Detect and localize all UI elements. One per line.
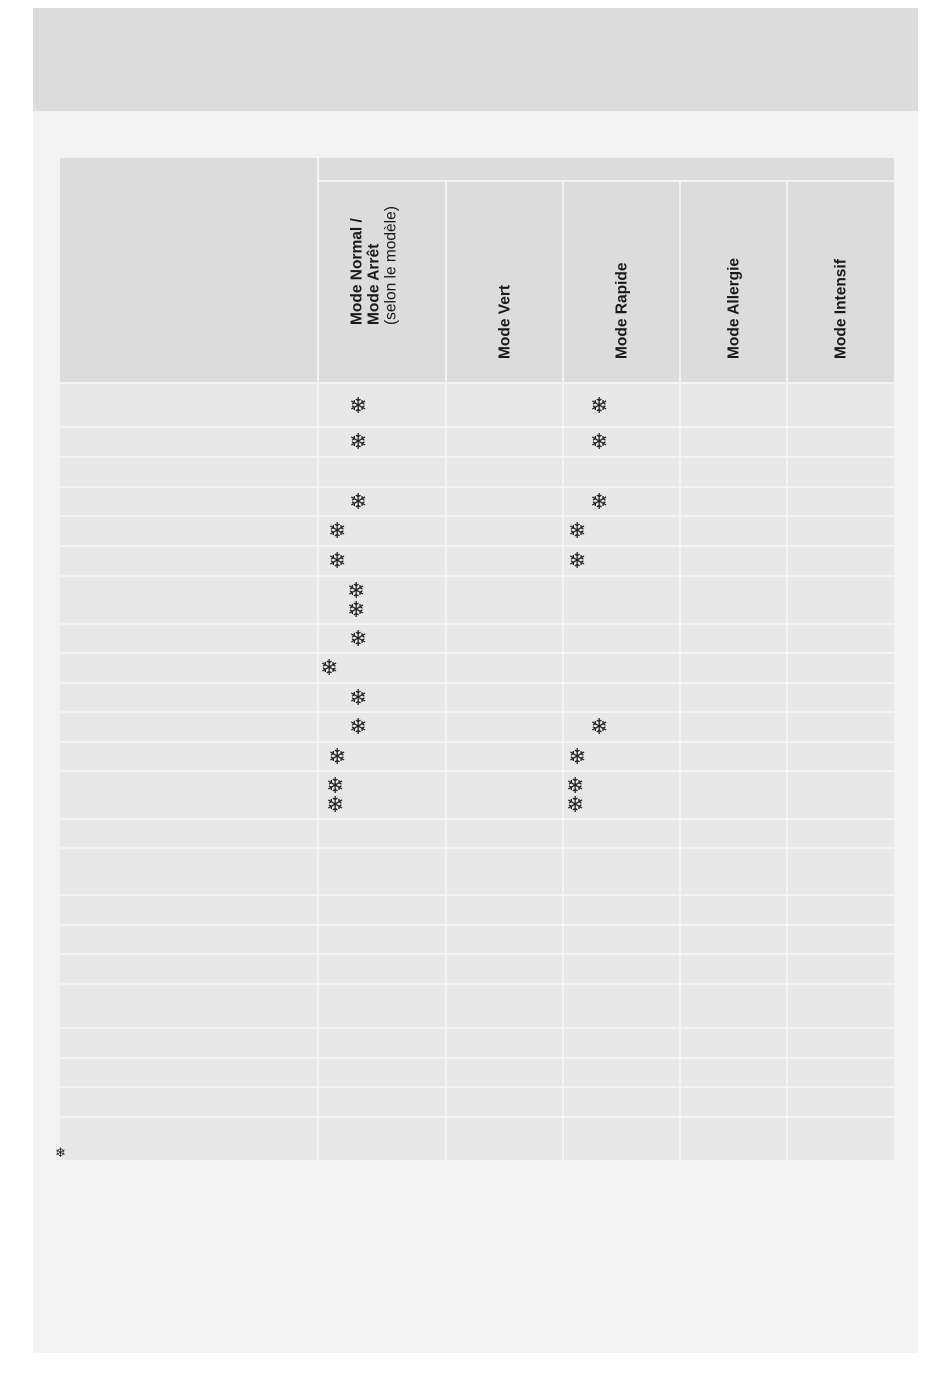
cell-normal: [318, 984, 446, 1028]
col-vert-label: Mode Vert: [496, 284, 513, 359]
cell-allergie: [680, 712, 787, 742]
cell-intensif: [787, 895, 895, 925]
row-label: [59, 546, 318, 576]
cell-allergie: [680, 576, 787, 624]
col-header-intensif: [787, 181, 895, 383]
cell-vert: [446, 427, 563, 457]
cell-vert: [446, 1058, 563, 1087]
cell-allergie: [680, 1117, 787, 1161]
snowflake-icon: ❄: [568, 519, 587, 544]
cell-normal: [318, 925, 446, 954]
mode-group-header: [318, 157, 895, 181]
cell-vert: [446, 819, 563, 848]
table-row: [59, 771, 895, 819]
cell-rapide: [563, 683, 680, 712]
row-label: [59, 984, 318, 1028]
cell-vert: [446, 546, 563, 576]
row-label: [59, 1117, 318, 1161]
snowflake-icon: ❄: [320, 656, 339, 681]
table-row: [59, 712, 895, 742]
cell-vert: [446, 1028, 563, 1058]
table-row: [59, 848, 895, 895]
table-row: [59, 683, 895, 712]
cell-rapide: [563, 653, 680, 683]
row-label: [59, 1058, 318, 1087]
snowflake-icon: ❄: [328, 745, 347, 770]
snowflake-stack-icon: ❄❄: [347, 579, 366, 623]
snowflake-icon: ❄: [349, 627, 368, 652]
snowflake-icon: ❄: [568, 745, 587, 770]
cell-intensif: [787, 848, 895, 895]
cell-allergie: [680, 819, 787, 848]
page: [33, 8, 918, 1353]
col-rapide-label: Mode Rapide: [613, 262, 630, 359]
col-intensif-label: Mode Intensif: [832, 259, 850, 359]
cell-intensif: [787, 427, 895, 457]
cell-allergie: [680, 427, 787, 457]
row-label: [59, 516, 318, 546]
cell-normal: [318, 653, 446, 683]
cell-allergie: [680, 487, 787, 516]
cell-allergie: [680, 516, 787, 546]
table-row: [59, 742, 895, 771]
cell-vert: [446, 516, 563, 546]
row-label-header: [59, 157, 318, 383]
cell-normal: [318, 457, 446, 487]
snowflake-icon: ❄: [590, 394, 609, 419]
cell-allergie: [680, 954, 787, 984]
table-row: [59, 427, 895, 457]
row-label: [59, 925, 318, 954]
snowflake-icon: ❄: [349, 686, 368, 711]
table-row: [59, 457, 895, 487]
cell-rapide: [563, 457, 680, 487]
cell-rapide: [563, 1087, 680, 1117]
cell-allergie: [680, 1087, 787, 1117]
snowflake-icon: ❄: [349, 490, 368, 515]
table-row: [59, 546, 895, 576]
cell-intensif: [787, 712, 895, 742]
cell-vert: [446, 984, 563, 1028]
cell-rapide: [563, 1028, 680, 1058]
cell-allergie: [680, 624, 787, 653]
cell-normal: [318, 487, 446, 516]
cell-normal: [318, 712, 446, 742]
cell-normal: [318, 546, 446, 576]
cell-intensif: [787, 683, 895, 712]
cell-vert: [446, 1117, 563, 1161]
table-row: [59, 1028, 895, 1058]
snowflake-stack-icon: ❄❄: [326, 774, 345, 818]
col-header-normal: [318, 181, 446, 383]
cell-intensif: [787, 1117, 895, 1161]
cell-normal: [318, 1058, 446, 1087]
row-label: [59, 683, 318, 712]
cell-normal: [318, 624, 446, 653]
table-row: [59, 895, 895, 925]
snowflake-icon: ❄: [349, 430, 368, 455]
col-normal-line2: Mode Arrêt: [365, 243, 383, 325]
snowflake-icon: ❄: [590, 715, 609, 740]
row-label: [59, 427, 318, 457]
cell-vert: [446, 742, 563, 771]
row-label: [59, 771, 318, 819]
cell-intensif: [787, 925, 895, 954]
cell-normal: [318, 576, 446, 624]
cell-vert: [446, 653, 563, 683]
col-header-rapide: [563, 181, 680, 383]
cell-intensif: [787, 1058, 895, 1087]
cell-rapide: [563, 848, 680, 895]
cell-rapide: [563, 487, 680, 516]
col-header-vert: [446, 181, 563, 383]
cell-vert: [446, 954, 563, 984]
cell-rapide: [563, 742, 680, 771]
row-label: [59, 712, 318, 742]
cell-vert: [446, 457, 563, 487]
cell-normal: [318, 1028, 446, 1058]
table-row: [59, 576, 895, 624]
table-row: [59, 819, 895, 848]
cell-normal: [318, 742, 446, 771]
snowflake-icon: ❄: [568, 549, 587, 574]
footnote-snowflake-icon: ❄: [55, 1146, 66, 1161]
cell-vert: [446, 576, 563, 624]
cell-vert: [446, 771, 563, 819]
row-label: [59, 383, 318, 427]
cell-rapide: [563, 427, 680, 457]
snowflake-icon: ❄: [590, 430, 609, 455]
cell-rapide: [563, 516, 680, 546]
cell-intensif: [787, 546, 895, 576]
cell-allergie: [680, 771, 787, 819]
cell-allergie: [680, 546, 787, 576]
cell-allergie: [680, 895, 787, 925]
cell-vert: [446, 487, 563, 516]
cell-vert: [446, 683, 563, 712]
cell-intensif: [787, 742, 895, 771]
cell-normal: [318, 771, 446, 819]
cell-vert: [446, 624, 563, 653]
cell-rapide: [563, 576, 680, 624]
col-normal-line3: (selon le modèle): [382, 206, 400, 325]
cell-normal: [318, 954, 446, 984]
cell-rapide: [563, 1117, 680, 1161]
row-label: [59, 954, 318, 984]
table-row: [59, 624, 895, 653]
table-row: [59, 925, 895, 954]
cell-normal: [318, 1087, 446, 1117]
row-label: [59, 848, 318, 895]
row-label: [59, 487, 318, 516]
table-row: [59, 487, 895, 516]
cell-intensif: [787, 1087, 895, 1117]
cell-intensif: [787, 383, 895, 427]
cell-vert: [446, 712, 563, 742]
snowflake-icon: ❄: [328, 519, 347, 544]
row-label: [59, 1028, 318, 1058]
table-row: [59, 383, 895, 427]
cell-normal: [318, 1117, 446, 1161]
cell-rapide: [563, 925, 680, 954]
cell-allergie: [680, 1028, 787, 1058]
cell-rapide: [563, 819, 680, 848]
cell-intensif: [787, 1028, 895, 1058]
cell-vert: [446, 895, 563, 925]
cell-allergie: [680, 742, 787, 771]
table-row: [59, 1058, 895, 1087]
cell-normal: [318, 848, 446, 895]
cell-intensif: [787, 819, 895, 848]
cell-allergie: [680, 653, 787, 683]
cell-allergie: [680, 683, 787, 712]
cell-intensif: [787, 576, 895, 624]
cell-intensif: [787, 771, 895, 819]
cell-allergie: [680, 848, 787, 895]
cell-intensif: [787, 624, 895, 653]
cell-rapide: [563, 954, 680, 984]
snowflake-icon: ❄: [349, 394, 368, 419]
snowflake-stack-icon: ❄❄: [566, 774, 585, 818]
cell-normal: [318, 516, 446, 546]
cell-rapide: [563, 624, 680, 653]
cell-intensif: [787, 457, 895, 487]
row-label: [59, 819, 318, 848]
col-allergie-label: Mode Allergie: [725, 257, 742, 359]
cell-vert: [446, 1087, 563, 1117]
cell-normal: [318, 427, 446, 457]
cell-normal: [318, 819, 446, 848]
table-row: [59, 984, 895, 1028]
cell-allergie: [680, 383, 787, 427]
snowflake-icon: ❄: [328, 549, 347, 574]
cell-intensif: [787, 487, 895, 516]
cell-intensif: [787, 954, 895, 984]
row-label: [59, 576, 318, 624]
row-label: [59, 742, 318, 771]
cell-rapide: [563, 895, 680, 925]
cell-normal: [318, 895, 446, 925]
table-row: [59, 1087, 895, 1117]
header-band: [33, 8, 918, 111]
cell-intensif: [787, 516, 895, 546]
cell-rapide: [563, 546, 680, 576]
cell-vert: [446, 925, 563, 954]
col-normal-line1: Mode Normal /: [348, 218, 366, 325]
table-row: [59, 516, 895, 546]
table-row: [59, 954, 895, 984]
mode-table: [58, 156, 896, 1162]
row-label: [59, 1087, 318, 1117]
cell-vert: [446, 383, 563, 427]
row-label: [59, 895, 318, 925]
cell-allergie: [680, 1058, 787, 1087]
cell-rapide: [563, 984, 680, 1028]
cell-rapide: [563, 712, 680, 742]
cell-rapide: [563, 771, 680, 819]
cell-vert: [446, 848, 563, 895]
row-label: [59, 624, 318, 653]
snowflake-icon: ❄: [590, 490, 609, 515]
table-row: [59, 1117, 895, 1161]
row-label: [59, 457, 318, 487]
cell-rapide: [563, 1058, 680, 1087]
cell-allergie: [680, 925, 787, 954]
row-label: [59, 653, 318, 683]
cell-rapide: [563, 383, 680, 427]
cell-normal: [318, 683, 446, 712]
cell-intensif: [787, 984, 895, 1028]
cell-intensif: [787, 653, 895, 683]
table-row: [59, 653, 895, 683]
cell-allergie: [680, 457, 787, 487]
snowflake-icon: ❄: [349, 715, 368, 740]
col-header-allergie: [680, 181, 787, 383]
cell-allergie: [680, 984, 787, 1028]
cell-normal: [318, 383, 446, 427]
